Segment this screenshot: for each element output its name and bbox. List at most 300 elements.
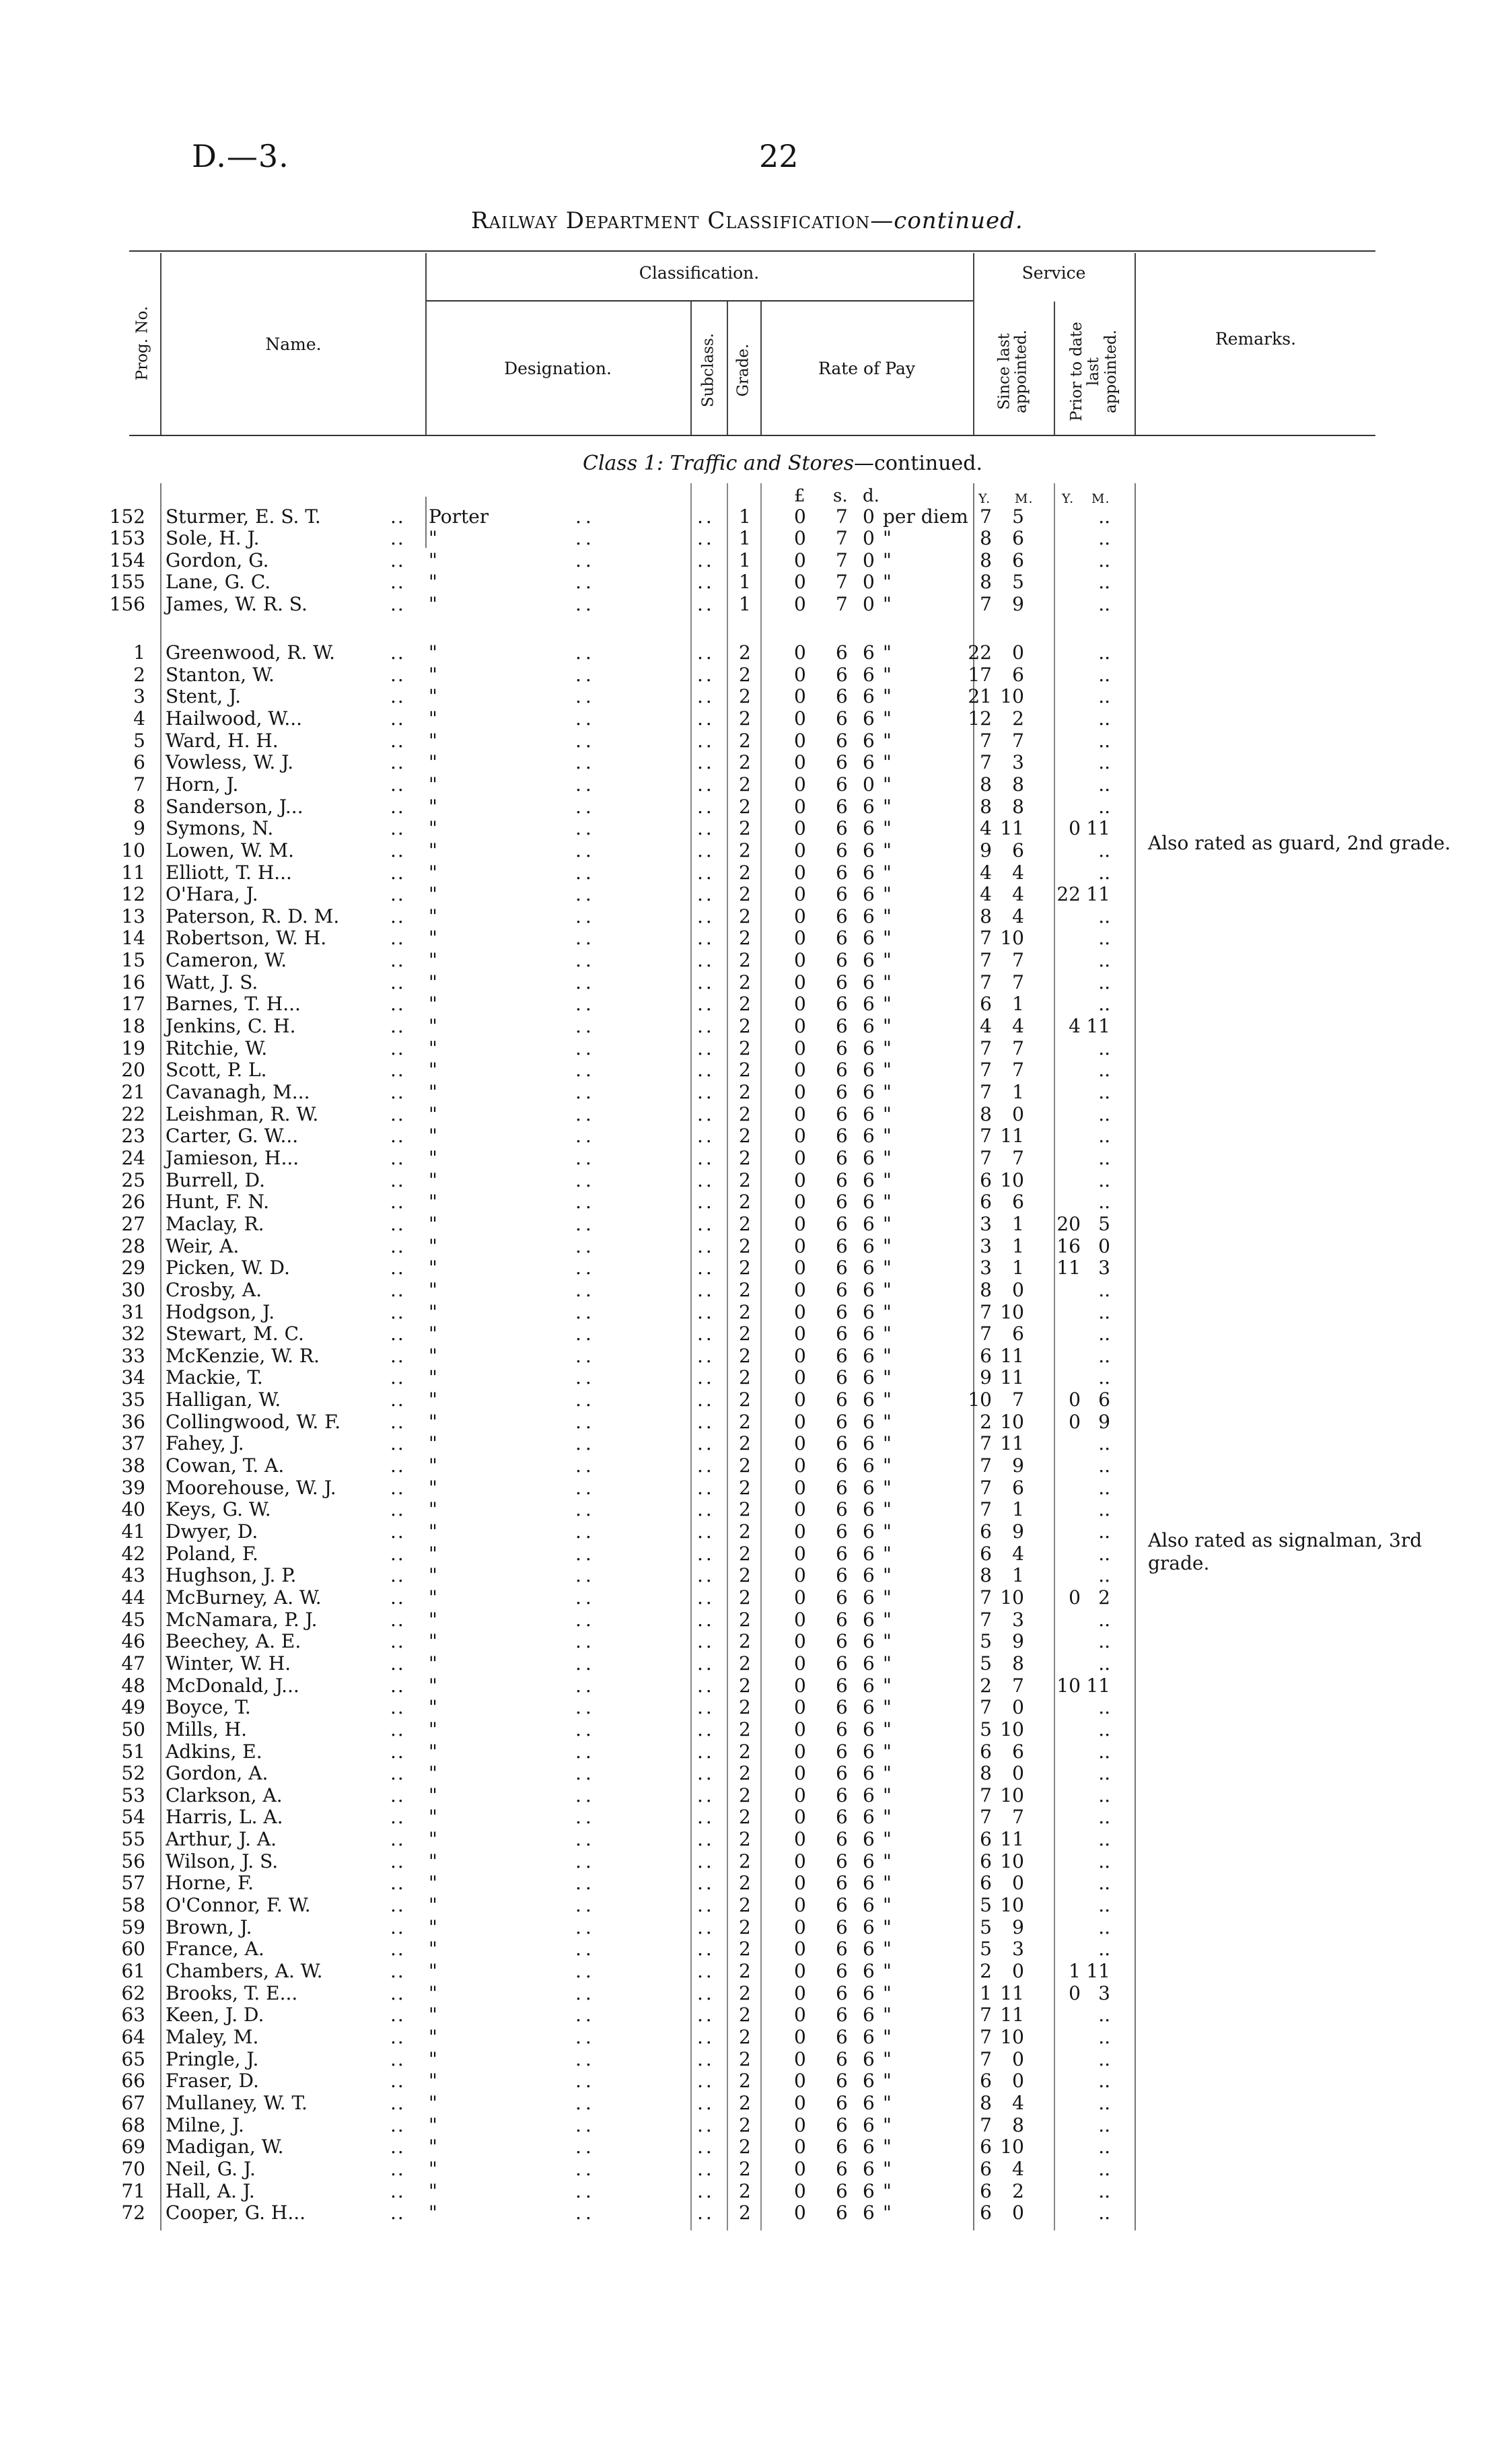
cell-pay-shillings: 6 [836,1630,848,1653]
cell-designation: " [429,949,437,972]
cell-prior-months: .. [1098,2157,1110,2180]
cell-pay-pence: 6 [863,707,875,730]
leader-dots: .. [697,1036,715,1059]
cell-name: Picken, W. D. [166,1257,290,1279]
cell-since-years: 7 [980,2113,992,2136]
cell-grade: 2 [739,641,751,664]
cell-name: Boyce, T. [166,1696,251,1719]
leader-dots: .. [390,1344,405,1367]
cell-name: Cooper, G. H... [166,2202,306,2224]
table-row [0,1323,1510,1345]
cell-name: Ritchie, W. [166,1036,268,1059]
cell-grade: 2 [739,1718,751,1740]
cell-designation: " [429,1872,437,1895]
cell-since-years: 4 [980,817,992,840]
leader-dots: .. [390,707,405,730]
cell-pay-shillings: 7 [836,549,848,571]
cell-prior-months: .. [1098,663,1110,686]
cell-prog-no: 12 [121,883,145,906]
table-row [0,571,1510,593]
cell-since-years: 7 [980,592,992,615]
cell-prior-months: .. [1098,2113,1110,2136]
cell-pay-pence: 6 [863,1454,875,1477]
table-row [0,1125,1510,1147]
cell-designation: " [429,1520,437,1543]
cell-prior-months: .. [1098,1081,1110,1103]
leader-dots: .. [697,707,715,730]
unit-years-since: Y. [978,491,991,506]
cell-pay-shillings: 6 [836,1454,848,1477]
cell-name: Wilson, J. S. [166,1850,279,1872]
cell-since-months: 10 [1000,1300,1024,1323]
leader-dots: .. [390,592,405,615]
cell-grade: 2 [739,685,751,708]
cell-pay-pounds: 0 [794,527,806,550]
cell-since-months: 10 [1000,1894,1024,1917]
table-row [0,1389,1510,1411]
cell-designation: " [429,1102,437,1125]
cell-name: Symons, N. [166,817,274,840]
cell-pay-pence: 0 [863,571,875,594]
cell-pay-shillings: 7 [836,592,848,615]
cell-prior-months: .. [1098,795,1110,818]
cell-prior-months: .. [1098,1828,1110,1851]
cell-grade: 2 [739,1036,751,1059]
cell-pay-pounds: 0 [794,1564,806,1587]
cell-pay-shillings: 6 [836,971,848,993]
section-continued: —continued. [854,452,983,475]
cell-prior-months: .. [1098,641,1110,664]
leader-dots: .. [390,1191,405,1213]
cell-pay-pence: 6 [863,1740,875,1763]
cell-grade: 2 [739,905,751,927]
cell-prog-no: 61 [121,1960,145,1982]
table-row [0,1345,1510,1367]
cell-pay-shillings: 6 [836,1938,848,1961]
divider-desig-sub [690,302,692,435]
cell-since-years: 2 [980,1410,992,1433]
cell-designation: " [429,1323,437,1345]
leader-dots: .. [390,1740,405,1763]
cell-name: Watt, J. S. [166,971,258,993]
cell-grade: 2 [739,1762,751,1785]
cell-since-months: 10 [1000,1586,1024,1609]
cell-name: McKenzie, W. R. [166,1344,320,1367]
cell-pay-shillings: 6 [836,1894,848,1917]
cell-name: Robertson, W. H. [166,927,327,950]
cell-since-years: 3 [980,1257,992,1279]
cell-pay-pounds: 0 [794,2091,806,2114]
cell-pay-pounds: 0 [794,1828,806,1851]
leader-dots: .. [697,2113,715,2136]
cell-pay-pounds: 0 [794,2202,806,2224]
leader-dots: .. [697,1476,715,1499]
cell-pay-pounds: 0 [794,1586,806,1609]
cell-pay-pence: 6 [863,2113,875,2136]
cell-pay-period: " [883,1015,892,1038]
cell-since-years: 8 [980,549,992,571]
leader-dots: .. [390,1432,405,1455]
cell-prior-months: .. [1098,1498,1110,1521]
cell-pay-pounds: 0 [794,2070,806,2092]
cell-pay-shillings: 6 [836,1168,848,1191]
cell-pay-pence: 6 [863,1981,875,2004]
cell-grade: 2 [739,1081,751,1103]
leader-dots: .. [390,795,405,818]
cell-prog-no: 19 [121,1036,145,1059]
cell-designation: " [429,2179,437,2202]
unit-months-prior: M. [1091,491,1110,506]
cell-pay-shillings: 6 [836,2157,848,2180]
cell-designation: " [429,1894,437,1917]
cell-pay-period: " [883,685,892,708]
cell-name: Dwyer, D. [166,1520,258,1543]
leader-dots: .. [390,1125,405,1148]
leader-dots: .. [575,1366,596,1389]
leader-dots: .. [575,1300,596,1323]
cell-since-years: 6 [980,2136,992,2158]
cell-since-months: 11 [1000,2004,1024,2027]
cell-pay-shillings: 6 [836,1102,848,1125]
cell-designation: " [429,1015,437,1038]
table-row [0,1433,1510,1454]
cell-since-years: 3 [980,1212,992,1235]
leader-dots: .. [575,993,596,1016]
cell-grade: 2 [739,773,751,796]
cell-since-years: 5 [980,1894,992,1917]
cell-name: Mackie, T. [166,1366,263,1389]
leader-dots: .. [390,1784,405,1806]
leader-dots: .. [575,2004,596,2027]
cell-pay-shillings: 6 [836,1762,848,1785]
table-row [0,774,1510,796]
cell-since-years: 7 [980,1036,992,1059]
cell-prog-no: 65 [121,2047,145,2070]
cell-pay-period: " [883,1344,892,1367]
cell-since-months: 11 [1000,1432,1024,1455]
cell-prog-no: 72 [121,2202,145,2224]
cell-since-months: 9 [1012,592,1024,615]
cell-prog-no: 62 [121,1981,145,2004]
cell-grade: 2 [739,993,751,1016]
leader-dots: .. [575,1894,596,1917]
cell-pay-pounds: 0 [794,1915,806,1938]
cell-since-years: 6 [980,1740,992,1763]
table-row [0,1851,1510,1872]
cell-pay-pounds: 0 [794,949,806,972]
cell-since-years: 7 [980,1323,992,1345]
cell-since-years: 8 [980,1278,992,1301]
cell-grade: 2 [739,1476,751,1499]
leader-dots: .. [697,1630,715,1653]
leader-dots: .. [575,527,596,550]
cell-name: Scott, P. L. [166,1059,267,1082]
leader-dots: .. [575,2179,596,2202]
table-row [0,1785,1510,1806]
cell-since-years: 8 [980,795,992,818]
leader-dots: .. [697,1981,715,2004]
table-row [0,796,1510,818]
leader-dots: .. [697,1191,715,1213]
leader-dots: .. [575,1257,596,1279]
cell-pay-shillings: 6 [836,1718,848,1740]
cell-name: Crosby, A. [166,1278,262,1301]
cell-pay-shillings: 6 [836,663,848,686]
title-main: Railway Department Classification— [471,207,894,234]
cell-pay-period: " [883,1915,892,1938]
unit-years-prior: Y. [1062,491,1075,506]
cell-pay-pence: 6 [863,2091,875,2114]
table-row [0,1653,1510,1675]
cell-prog-no: 41 [121,1520,145,1543]
cell-since-years: 6 [980,1344,992,1367]
leader-dots: .. [390,1212,405,1235]
leader-dots: .. [390,505,405,528]
cell-name: Stanton, W. [166,663,275,686]
leader-dots: .. [697,729,715,752]
cell-pay-pence: 6 [863,1542,875,1565]
cell-pay-pence: 6 [863,1059,875,1082]
leader-dots: .. [697,1696,715,1719]
cell-pay-pounds: 0 [794,905,806,927]
leader-dots: .. [575,773,596,796]
cell-pay-shillings: 6 [836,1146,848,1169]
cell-pay-period: " [883,1036,892,1059]
header-prog-no: Prog. No. [133,306,151,381]
cell-pay-period: " [883,905,892,927]
leader-dots: .. [697,905,715,927]
cell-pay-pounds: 0 [794,1366,806,1389]
cell-pay-period: " [883,1059,892,1082]
unit-pound: £ [794,486,805,506]
cell-since-months: 6 [1012,1740,1024,1763]
cell-since-months: 4 [1012,1542,1024,1565]
leader-dots: .. [697,2047,715,2070]
cell-since-years: 7 [980,1300,992,1323]
leader-dots: .. [697,1894,715,1917]
cell-grade: 2 [739,971,751,993]
table-row [0,1477,1510,1499]
cell-pay-pounds: 0 [794,751,806,774]
cell-since-years: 5 [980,1652,992,1675]
cell-prior-months: .. [1098,2179,1110,2202]
leader-dots: .. [697,971,715,993]
cell-since-months: 11 [1000,1125,1024,1148]
cell-since-months: 1 [1012,1564,1024,1587]
cell-pay-pounds: 0 [794,1191,806,1213]
cell-pay-pounds: 0 [794,2047,806,2070]
leader-dots: .. [697,1586,715,1609]
table-row [0,1587,1510,1609]
cell-name: Collingwood, W. F. [166,1410,341,1433]
cell-grade: 2 [739,1938,751,1961]
leader-dots: .. [697,2136,715,2158]
cell-prior-months: .. [1098,1938,1110,1961]
cell-designation: " [429,1388,437,1411]
cell-grade: 2 [739,1960,751,1982]
cell-name: Clarkson, A. [166,1784,283,1806]
cell-grade: 1 [739,527,751,550]
cell-since-years: 6 [980,1542,992,1565]
leader-dots: .. [390,1323,405,1345]
leader-dots: .. [697,1300,715,1323]
leader-dots: .. [390,2091,405,2114]
header-name: Name. [265,335,322,354]
cell-prog-no: 63 [121,2004,145,2027]
leader-dots: .. [697,1674,715,1697]
cell-pay-pence: 6 [863,927,875,950]
cell-pay-period: " [883,1388,892,1411]
cell-grade: 2 [739,2070,751,2092]
cell-since-years: 8 [980,1564,992,1587]
cell-prior-months: .. [1098,592,1110,615]
cell-pay-shillings: 6 [836,2070,848,2092]
cell-grade: 2 [739,1366,751,1389]
cell-since-months: 0 [1012,2047,1024,2070]
cell-designation: " [429,1674,437,1697]
cell-pay-pounds: 0 [794,1981,806,2004]
table-row [0,972,1510,993]
cell-name: Keys, G. W. [166,1498,271,1521]
cell-designation: " [429,1850,437,1872]
cell-since-years: 8 [980,2091,992,2114]
leader-dots: .. [390,1081,405,1103]
cell-pay-pounds: 0 [794,592,806,615]
leader-dots: .. [697,1850,715,1872]
cell-prior-months: .. [1098,2091,1110,2114]
cell-prior-months: .. [1098,1520,1110,1543]
cell-pay-pounds: 0 [794,505,806,528]
cell-pay-pounds: 0 [794,927,806,950]
table-row [0,594,1510,615]
cell-since-months: 7 [1012,1036,1024,1059]
leader-dots: .. [390,2047,405,2070]
cell-prior-months: 3 [1098,1981,1110,2004]
cell-prog-no: 31 [121,1300,145,1323]
cell-pay-pounds: 0 [794,2157,806,2180]
cell-grade: 1 [739,549,751,571]
cell-since-months: 10 [1000,927,1024,950]
table-row [0,2004,1510,2026]
cell-pay-shillings: 6 [836,751,848,774]
cell-grade: 2 [739,751,751,774]
cell-pay-period: " [883,1850,892,1872]
cell-since-years: 8 [980,527,992,550]
leader-dots: .. [390,549,405,571]
cell-pay-pence: 6 [863,2179,875,2202]
cell-prior-months: .. [1098,549,1110,571]
cell-prior-months: 11 [1086,883,1110,906]
cell-pay-period: " [883,1608,892,1631]
leader-dots: .. [575,1036,596,1059]
cell-since-months: 11 [1000,817,1024,840]
cell-since-months: 4 [1012,2091,1024,2114]
cell-pay-period: per diem [883,505,968,528]
cell-since-months: 2 [1012,2179,1024,2202]
cell-pay-pence: 6 [863,641,875,664]
cell-prog-no: 155 [109,571,145,594]
cell-pay-shillings: 6 [836,2047,848,2070]
cell-pay-pence: 6 [863,1564,875,1587]
cell-prog-no: 21 [121,1081,145,1103]
cell-prog-no: 27 [121,1212,145,1235]
cell-name: Brown, J. [166,1915,252,1938]
cell-grade: 1 [739,505,751,528]
cell-since-years: 8 [980,1102,992,1125]
cell-grade: 2 [739,1498,751,1521]
header-subclass: Subclass. [699,332,717,408]
cell-prog-no: 56 [121,1850,145,1872]
cell-pay-period: " [883,1828,892,1851]
cell-since-years: 6 [980,1850,992,1872]
cell-pay-period: " [883,663,892,686]
leader-dots: .. [575,641,596,664]
cell-prog-no: 8 [133,795,145,818]
cell-pay-pence: 6 [863,2136,875,2158]
cell-pay-shillings: 6 [836,2025,848,2048]
table-row [0,1213,1510,1235]
cell-prior-months: .. [1098,1278,1110,1301]
section-class-label: Class 1: [583,452,663,475]
leader-dots: .. [390,751,405,774]
cell-prog-no: 35 [121,1388,145,1411]
cell-pay-shillings: 6 [836,1850,848,1872]
cell-pay-shillings: 6 [836,1125,848,1148]
cell-designation: " [429,1806,437,1829]
cell-designation: " [429,795,437,818]
table-row [0,1455,1510,1477]
cell-pay-period: " [883,1894,892,1917]
cell-pay-pounds: 0 [794,1257,806,1279]
cell-pay-pence: 6 [863,993,875,1016]
cell-since-years: 7 [980,2047,992,2070]
leader-dots: .. [697,1454,715,1477]
cell-prior-months: .. [1098,1894,1110,1917]
cell-prior-months: 2 [1098,1586,1110,1609]
cell-designation: " [429,839,437,861]
cell-since-years: 7 [980,2004,992,2027]
document-reference: D.—3. [192,138,289,174]
classification-rule [425,300,973,302]
cell-prior-months: .. [1098,685,1110,708]
cell-prog-no: 22 [121,1102,145,1125]
cell-pay-period: " [883,1191,892,1213]
cell-pay-period: " [883,971,892,993]
cell-designation: " [429,685,437,708]
leader-dots: .. [697,883,715,906]
cell-since-years: 6 [980,1872,992,1895]
cell-pay-period: " [883,2113,892,2136]
cell-grade: 2 [739,1212,751,1235]
leader-dots: .. [575,971,596,993]
cell-pay-pounds: 0 [794,1806,806,1829]
cell-name: Hailwood, W... [166,707,303,730]
cell-prior-years: 20 [1056,1212,1081,1235]
cell-designation: " [429,1410,437,1433]
cell-prior-months: .. [1098,1696,1110,1719]
cell-pay-pence: 6 [863,1102,875,1125]
cell-designation: " [429,1476,437,1499]
leader-dots: .. [575,1102,596,1125]
leader-dots: .. [697,993,715,1016]
cell-prog-no: 45 [121,1608,145,1631]
cell-designation: " [429,527,437,550]
cell-pay-shillings: 6 [836,1960,848,1982]
leader-dots: .. [390,1674,405,1697]
leader-dots: .. [575,1630,596,1653]
cell-pay-period: " [883,751,892,774]
cell-prior-months: .. [1098,1146,1110,1169]
